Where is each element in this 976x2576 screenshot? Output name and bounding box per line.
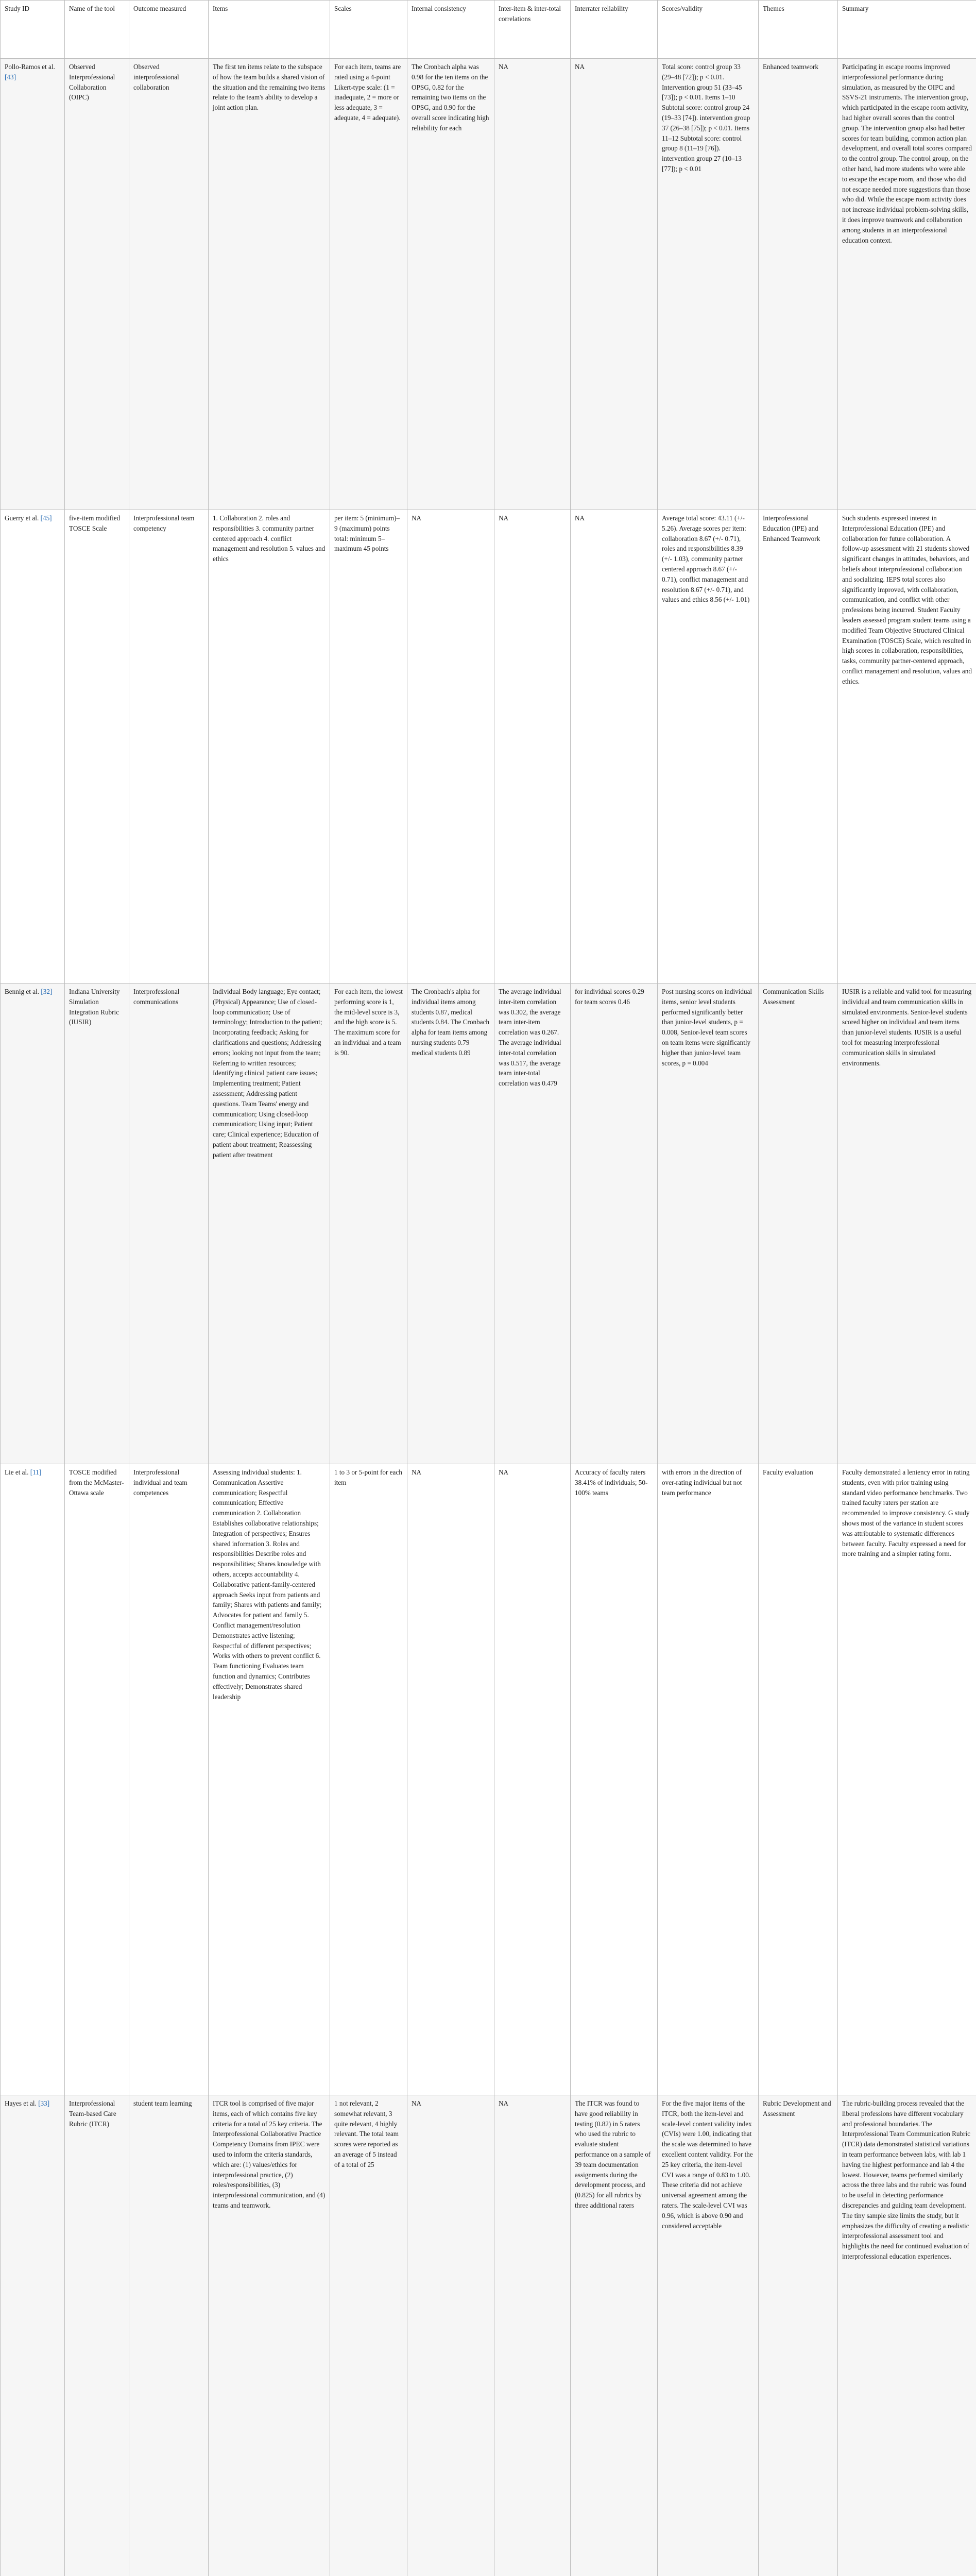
cell-items: 1. Collaboration 2. roles and responsibilities 3. community partner centered approach 4. conflict management and resolution 5. values and ethics (209, 510, 330, 984)
cell-scales: 1 to 3 or 5-point for each item (330, 1464, 407, 2095)
cell-internal-consistency: The Cronbach's alpha for individual items among students 0.87, medical students 0.84. The Cronbach alpha for team items among nursing students 0.79 medical students 0.89 (407, 984, 494, 1464)
cell-summary: Participating in escape rooms improved interprofessional performance during simulation, as measured by the OIPC and SSVS-21 instruments. The intervention group, which participated in the escape room activity, had higher overall scores than the control group. The intervention group also had better scores for team building, common action plan development, and overall total scores compared to the control group. The control group, on the other hand, had more students who were able to escape the escape room, and those who did not escape needed more suggestions than those who did. While the escape room activity does not increase individual problem-solving skills, it does improve teamwork and collaboration among students in an interprofessional education context. (838, 59, 976, 510)
cell-scales: For each item, teams are rated using a 4-point Likert-type scale: (1 = inadequate, 2 = more or less adequate, 3 = adequate, 4 = adequate). (330, 59, 407, 510)
cell-themes: Communication Skills Assessment (759, 984, 838, 1464)
cell-study-id (1, 984, 65, 1464)
citation-link[interactable]: [43] (5, 73, 16, 81)
table-row (1, 2095, 976, 2576)
cell-internal-consistency: The Cronbach alpha was 0.98 for the ten items on the OPSG, 0.82 for the remaining two items on the OPSG, and 0.90 for the overall score indicating high reliability for each (407, 59, 494, 510)
col-header-summary: Summary (838, 1, 976, 59)
table-row (1, 510, 976, 984)
cell-scores-validity: Post nursing scores on individual items, senior level students performed significantly better than junior-level students, p = 0.008, Senior-level team scores on team items were significantly higher than junior-level team scores, p = 0.004 (658, 984, 759, 1464)
cell-summary: IUSIR is a reliable and valid tool for measuring individual and team communication skills in simulated environments. Senior-level students scored higher on individual and team items than junior-level students. IUSIR is a useful tool for measuring interprofessional communication skills in simulated environments. (838, 984, 976, 1464)
col-header-scores-validity: Scores/validity (658, 1, 759, 59)
cell-tool-name: Interprofessional Team-based Care Rubric (ITCR) (65, 2095, 129, 2576)
cell-study-id (1, 510, 65, 984)
cell-scales: per item: 5 (minimum)–9 (maximum) points total: minimum 5–maximum 45 points (330, 510, 407, 984)
cell-tool-name: five-item modified TOSCE Scale (65, 510, 129, 984)
study-name: Guerry et al. (5, 514, 39, 522)
table-row (1, 1464, 976, 2095)
cell-items: Assessing individual students: 1. Communication Assertive communication; Respectful communication; Effective communication 2. Collaboration Establishes collaborative relationships; Integration of perspectives; Ensures shared information 3. Roles and responsibilities Describe roles and responsibilities; Shares knowledge with others, accepts accountability 4. Collaborative patient-family-centered approach Seeks input from patients and family; Shares with patients and family; Advocates for patient and family 5. Conflict management/resolution Demonstrates active listening; Respectful of different perspectives; Works with others to prevent conflict 6. Team functioning Evaluates team function and dynamics; Contributes effectively; Demonstrates shared leadership (209, 1464, 330, 2095)
cell-scales: For each item, the lowest performing score is 1, the mid-level score is 3, and the high score is 5. The maximum score for an individual and a team is 90. (330, 984, 407, 1464)
cell-correlations: NA (494, 1464, 571, 2095)
cell-summary: The rubric-building process revealed that the liberal professions have different vocabulary and professional boundaries. The Interprofessional Team Communication Rubric (ITCR) data demonstrated statistical variations in team performance between labs, with lab 1 having the highest performance and lab 4 the lowest. However, teams performed similarly across the three labs and the rubric was found to be useful in detecting performance discrepancies and guiding team development. The tiny sample size limits the study, but it emphasizes the difficulty of creating a realistic interprofessional assessment tool and highlights the need for continued evaluation of interprofessional education experiences. (838, 2095, 976, 2576)
cell-study-id (1, 59, 65, 510)
citation-link[interactable]: [11] (30, 1468, 42, 1476)
cell-interrater: The ITCR was found to have good reliability in testing (0.82) in 5 raters who used the rubric to evaluate student performance on a sample of 39 team documentation assignments during the development process, and (0.825) for all rubrics by three additional raters (571, 2095, 658, 2576)
citation-link[interactable]: [33] (38, 2099, 50, 2107)
cell-outcome: Observed interprofessional collaboration (129, 59, 209, 510)
cell-internal-consistency: NA (407, 2095, 494, 2576)
cell-scores-validity: Average total score: 43.11 (+/- 5.26). Average scores per item: collaboration 8.67 (+/- 0.71), roles and responsibilities 8.39 (+/- 1.03), community partner centered approach 8.67 (+/- 0.71), conflict management and resolution 8.67 (+/- 0.71), and values and ethics 8.56 (+/- 1.01) (658, 510, 759, 984)
cell-summary: Faculty demonstrated a leniency error in rating students, even with prior training using standard video performance benchmarks. Two trained faculty raters per station are recommended to improve consistency. G study shows most of the variance in student scores was attributable to systematic differences between faculty. Faculty expressed a need for more training and a simpler rating form. (838, 1464, 976, 2095)
cell-interrater: Accuracy of faculty raters 38.41% of individuals; 50-100% teams (571, 1464, 658, 2095)
col-header-items: Items (209, 1, 330, 59)
cell-outcome: Interprofessional communications (129, 984, 209, 1464)
cell-items: The first ten items relate to the subspace of how the team builds a shared vision of the situation and the remaining two items relate to the team's ability to develop a joint action plan. (209, 59, 330, 510)
cell-items: ITCR tool is comprised of five major items, each of which contains five key criteria for a total of 25 key criteria. The Interprofessional Collaborative Practice Competency Domains from IPEC were used to inform the criteria standards, which are: (1) values/ethics for interprofessional practice, (2) roles/responsibilities, (3) interprofessional communication, and (4) teams and teamwork. (209, 2095, 330, 2576)
cell-summary: Such students expressed interest in Interprofessional Education (IPE) and collaboration for future collaboration. A follow-up assessment with 21 students showed significant changes in attitudes, behaviors, and beliefs about interprofessional collaboration and socializing. IEPS total scores also significantly improved, with collaboration, communication, and conflict with other professions being incurred. Student Faculty leaders assessed program student teams using a modified Team Objective Structured Clinical Examination (TOSCE) Scale, which resulted in high scores in collaboration, responsibilities, tasks, community partner-centered approach, conflict management and resolution, values and ethics. (838, 510, 976, 984)
cell-scores-validity: Total score: control group 33 (29–48 [72]); p < 0.01. Intervention group 51 (33–45 [73]); p < 0.01. Items 1–10 Subtotal score: control group 24 (19–33 [74]). intervention group 37 (26–38 [75]); p < 0.01. Items 11–12 Subtotal score: control group 8 (11–19 [76]). intervention group 27 (10–13 [77]); p < 0.01 (658, 59, 759, 510)
col-header-internal-consistency: Internal consistency (407, 1, 494, 59)
cell-items: Individual Body language; Eye contact; (Physical) Appearance; Use of closed-loop communication; Use of terminology; Introduction to the patient; Incorporating feedback; Asking for clarifications and questions; Addressing errors; looking not input from the team; Referring to written resources; Identifying clinical patient care issues; Implementing treatment; Patient assessment; Addressing patient questions. Team Teams' energy and communication; Using closed-loop communication; Using input; Patient care; Clinical experience; Education of patient about treatment; Reassessing patient after treatment (209, 984, 330, 1464)
cell-tool-name: TOSCE modified from the McMaster-Ottawa scale (65, 1464, 129, 2095)
col-header-correlations: Inter-item & inter-total correlations (494, 1, 571, 59)
col-header-interrater: Interrater reliability (571, 1, 658, 59)
cell-correlations: NA (494, 59, 571, 510)
cell-themes: Enhanced teamwork (759, 59, 838, 510)
col-header-outcome: Outcome measured (129, 1, 209, 59)
cell-outcome: Interprofessional team competency (129, 510, 209, 984)
cell-internal-consistency: NA (407, 510, 494, 984)
col-header-scales: Scales (330, 1, 407, 59)
cell-themes: Interprofessional Education (IPE) and Enhanced Teamwork (759, 510, 838, 984)
cell-correlations: The average individual inter-item correlation was 0.302, the average team inter-item correlation was 0.267. The average individual inter-total correlation was 0.517, the average team inter-total correlation was 0.479 (494, 984, 571, 1464)
table-row (1, 984, 976, 1464)
col-header-tool-name: Name of the tool (65, 1, 129, 59)
cell-outcome: student team learning (129, 2095, 209, 2576)
cell-scores-validity: For the five major items of the ITCR, both the item-level and scale-level content validity index (CVIs) were 1.00, indicating that the scale was determined to have excellent content validity. For the 25 key criteria, the item-level CVI was a range of 0.83 to 1.00. These criteria did not achieve universal agreement among the raters. The scale-level CVI was 0.96, which is above 0.90 and considered acceptable (658, 2095, 759, 2576)
table-row (1, 59, 976, 510)
col-header-study-id: Study ID (1, 1, 65, 59)
cell-interrater: for individual scores 0.29 for team scores 0.46 (571, 984, 658, 1464)
cell-tool-name: Indiana University Simulation Integration Rubric (IUSIR) (65, 984, 129, 1464)
header-row (1, 1, 976, 59)
cell-study-id (1, 1464, 65, 2095)
col-header-themes: Themes (759, 1, 838, 59)
study-name: Pollo-Ramos et al. (5, 63, 55, 71)
study-name: Lie et al. (5, 1468, 29, 1476)
cell-outcome: Interprofessional individual and team competences (129, 1464, 209, 2095)
cell-tool-name: Observed Interprofessional Collaboration (OIPC) (65, 59, 129, 510)
citation-link[interactable]: [32] (41, 988, 53, 995)
cell-study-id (1, 2095, 65, 2576)
study-name: Bennig et al. (5, 988, 40, 995)
cell-correlations: NA (494, 2095, 571, 2576)
citation-link[interactable]: [45] (40, 514, 52, 522)
study-name: Hayes et al. (5, 2099, 37, 2107)
cell-interrater: NA (571, 59, 658, 510)
cell-themes: Faculty evaluation (759, 1464, 838, 2095)
cell-internal-consistency: NA (407, 1464, 494, 2095)
cell-interrater: NA (571, 510, 658, 984)
cell-scales: 1 not relevant, 2 somewhat relevant, 3 quite relevant, 4 highly relevant. The total team scores were reported as an average of 5 instead of a total of 25 (330, 2095, 407, 2576)
cell-themes: Rubric Development and Assessment (759, 2095, 838, 2576)
cell-scores-validity: with errors in the direction of over-rating individual but not team performance (658, 1464, 759, 2095)
cell-correlations: NA (494, 510, 571, 984)
